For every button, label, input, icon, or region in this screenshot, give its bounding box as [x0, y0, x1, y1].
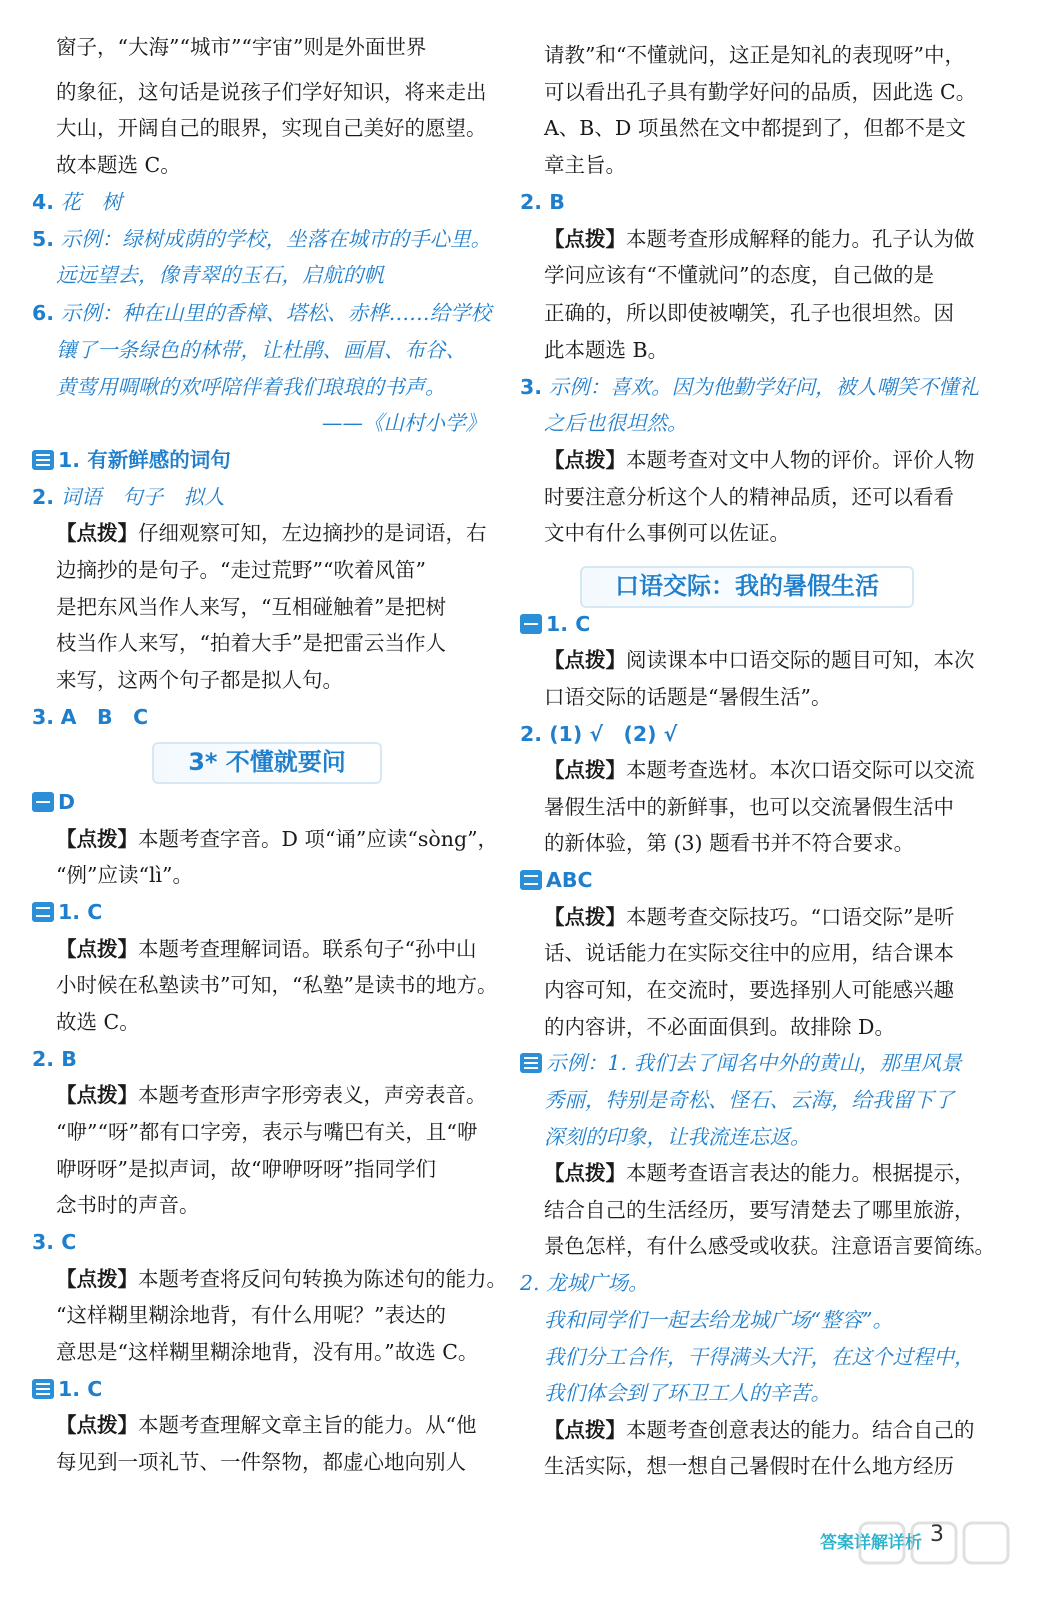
answer-3c: 3. C [32, 1230, 77, 1254]
section-answer: 示例：1. 我们去了闻名中外的黄山，那里风景 [546, 1051, 962, 1075]
page-number: 3 [930, 1522, 944, 1547]
text-line: 窗子，“大海”“城市”“宇宙”则是外面世界 [56, 35, 427, 59]
text-line: 来写，这两个句子都是拟人句。 [56, 668, 343, 692]
text-line: 暑假生活中的新鲜事，也可以交流暑假生活中 [544, 795, 954, 819]
text-line: 正确的，所以即使被嘲笑，孔子也很坦然。因 [544, 301, 954, 325]
answer-line: 之后也很坦然。 [544, 411, 688, 435]
text-line: 可以看出孔子具有勤学好问的品质，因此选 C。 [544, 80, 977, 104]
answer-line: 黄莺用啁啾的欢呼陪伴着我们琅琅的书声。 [56, 375, 446, 399]
dianbo-tag: 【点拨】 [544, 448, 626, 472]
answer-line: 镶了一条绿色的林带，让杜鹃、画眉、布谷、 [56, 338, 466, 362]
answer-3 [520, 370, 979, 404]
explanation [520, 900, 954, 934]
answer-text: A B C [60, 705, 149, 729]
section-answer: D [58, 790, 76, 814]
text-line: 的象征，这句话是说孩子们学好知识，将来走出 [56, 80, 487, 104]
dianbo-tag: 【点拨】 [56, 827, 138, 851]
answer-text: 花 树 [60, 190, 123, 214]
section-three-icon [32, 1379, 54, 1399]
explanation-text: 本题考查字音。D 项“诵”应读“sòng”， [138, 827, 499, 851]
explanation-text: 本题考查创意表达的能力。结合自己的 [626, 1418, 975, 1442]
lesson-title: 3* 不懂就要问 [152, 742, 382, 784]
explanation [32, 822, 498, 856]
question-number: 5. [32, 227, 55, 251]
section-answer: 1. C [58, 1377, 103, 1401]
answer-line: 我们分工合作，干得满头大汗，在这个过程中， [544, 1345, 975, 1369]
text-line: 大山，开阔自己的眼界，实现自己美好的愿望。 [56, 116, 487, 140]
section-answer: 1. 有新鲜感的词句 [58, 448, 231, 472]
question-number: 3. [520, 375, 543, 399]
answer-text: 示例：种在山里的香樟、塔松、赤桦……给学校 [60, 301, 492, 325]
text-line: 故本题选 C。 [56, 153, 181, 177]
text-line: “咿”“呀”都有口字旁，表示与嘴巴有关，且“咿 [56, 1120, 478, 1144]
text-line: 枝当作人来写，“拍着大手”是把雷云当作人 [56, 631, 446, 655]
answer-text: 词语 句子 拟人 [60, 485, 225, 509]
text-line: 文中有什么事例可以佐证。 [544, 521, 790, 545]
explanation-text: 本题考查形成解释的能力。孔子认为做 [626, 227, 975, 251]
dianbo-tag: 【点拨】 [544, 758, 626, 782]
dianbo-tag: 【点拨】 [56, 1267, 138, 1291]
text-line: 念书时的声音。 [56, 1193, 200, 1217]
poem-source: ——《山村小学》 [322, 411, 486, 435]
text-line: 请教”和“不懂就问，这正是知礼的表现呀”中， [544, 43, 965, 67]
text-line: 章主旨。 [544, 153, 626, 177]
text-line: 话、说话能力在实际交往中的应用，结合课本 [544, 941, 954, 965]
explanation-text: 本题考查交际技巧。“口语交际”是听 [626, 905, 955, 929]
section-three-icon [32, 450, 54, 470]
explanation-text: 本题考查选材。本次口语交际可以交流 [626, 758, 975, 782]
explanation [32, 1078, 487, 1112]
section-one [32, 785, 75, 819]
explanation [520, 1413, 975, 1447]
explanation-text: 本题考查语言表达的能力。根据提示， [626, 1161, 975, 1185]
explanation [32, 1262, 507, 1296]
answer-text: 示例：绿树成荫的学校，坐落在城市的手心里。 [60, 227, 492, 251]
section-three-icon [520, 1053, 542, 1073]
text-line: “这样糊里糊涂地背，有什么用呢？”表达的 [56, 1303, 446, 1327]
text-line: 学问应该有“不懂就问”的态度，自己做的是 [544, 263, 934, 287]
answer-2b: 2. B [32, 1047, 77, 1071]
answer-2: 2. 龙城广场。 [520, 1271, 649, 1295]
watermark-logo-icon [850, 1505, 1030, 1585]
answer-2 [32, 480, 225, 514]
explanation [520, 443, 975, 477]
section-answer: 1. C [58, 900, 103, 924]
text-line: 口语交际的话题是“暑假生活”。 [544, 685, 832, 709]
text-line: 小时候在私塾读书”可知，“私塾”是读书的地方。 [56, 973, 498, 997]
answer-2: 2. (1) √ (2) √ [520, 722, 678, 746]
section-answer: ABC [546, 868, 593, 892]
text-line: 此本题选 B。 [544, 338, 669, 362]
explanation-text: 本题考查理解文章主旨的能力。从“他 [138, 1413, 477, 1437]
section-one [520, 607, 590, 641]
text-line: “例”应读“lì”。 [56, 863, 194, 887]
section-one-icon [32, 792, 54, 812]
question-number: 3. [32, 705, 55, 729]
dianbo-tag: 【点拨】 [544, 1161, 626, 1185]
answer-4 [32, 185, 122, 219]
explanation [32, 516, 487, 550]
section-three [520, 1046, 962, 1080]
question-number: 6. [32, 301, 55, 325]
answer-text: 示例：喜欢。因为他勤学好问，被人嘲笑不懂礼 [548, 375, 980, 399]
answer-line: 深刻的印象，让我流连忘返。 [544, 1125, 811, 1149]
text-line: 边摘抄的是句子。“走过荒野”“吹着风笛” [56, 558, 426, 582]
explanation [520, 643, 975, 677]
text-line: 结合自己的生活经历，要写清楚去了哪里旅游， [544, 1198, 975, 1222]
explanation-text: 仔细观察可知，左边摘抄的是词语，右 [138, 521, 487, 545]
footer-label: 答案详解详析 [820, 1533, 922, 1553]
section-two [520, 863, 593, 897]
oral-communication-title: 口语交际：我的暑假生活 [580, 566, 914, 608]
text-line: 时要注意分析这个人的精神品质，还可以看看 [544, 485, 954, 509]
dianbo-tag: 【点拨】 [544, 905, 626, 929]
text-line: 生活实际，想一想自己暑假时在什么地方经历 [544, 1454, 954, 1478]
section-answer: 1. C [546, 612, 591, 636]
section-two [32, 895, 102, 929]
dianbo-tag: 【点拨】 [56, 521, 138, 545]
dianbo-tag: 【点拨】 [544, 227, 626, 251]
explanation [32, 932, 476, 966]
answer-6 [32, 296, 491, 330]
answer-line: 我和同学们一起去给龙城广场“整容”。 [544, 1308, 893, 1332]
text-line: 的新体验，第 (3) 题看书并不符合要求。 [544, 831, 915, 855]
explanation [520, 753, 975, 787]
dianbo-tag: 【点拨】 [56, 1083, 138, 1107]
explanation-text: 本题考查对文中人物的评价。评价人物 [626, 448, 975, 472]
text-line: 每见到一项礼节、一件祭物，都虚心地向别人 [56, 1450, 466, 1474]
explanation [520, 1156, 975, 1190]
text-line: A、B、D 项虽然在文中都提到了，但都不是文 [544, 116, 966, 140]
text-line: 故选 C。 [56, 1010, 140, 1034]
text-line: 景色怎样，有什么感受或收获。注意语言要简练。 [544, 1234, 995, 1258]
text-line: 意思是“这样糊里糊涂地背，没有用。”故选 C。 [56, 1340, 479, 1364]
answer-3 [32, 700, 148, 734]
section-two-icon [520, 870, 542, 890]
dianbo-tag: 【点拨】 [56, 937, 138, 961]
dianbo-tag: 【点拨】 [544, 648, 626, 672]
question-number: 4. [32, 190, 55, 214]
section-three [32, 1372, 102, 1406]
text-line: 内容可知，在交流时，要选择别人可能感兴趣 [544, 978, 954, 1002]
text-line: 的内容讲，不必面面俱到。故排除 D。 [544, 1015, 895, 1039]
answer-line: 远远望去，像青翠的玉石，启航的帆 [56, 263, 384, 287]
text-line: 是把东风当作人来写，“互相碰触着”是把树 [56, 595, 446, 619]
explanation-text: 本题考查形声字形旁表义，声旁表音。 [138, 1083, 487, 1107]
answer-line: 秀丽，特别是奇松、怪石、云海，给我留下了 [544, 1088, 954, 1112]
section-three-q1 [32, 443, 231, 477]
explanation-text: 本题考查将反问句转换为陈述句的能力。 [138, 1267, 507, 1291]
answer-5 [32, 222, 491, 256]
question-number: 2. [32, 485, 55, 509]
section-two-icon [32, 902, 54, 922]
explanation [520, 222, 975, 256]
dianbo-tag: 【点拨】 [56, 1413, 138, 1437]
text-line: 咿呀呀”是拟声词，故“咿咿呀呀”指同学们 [56, 1157, 436, 1181]
explanation-text: 阅读课本中口语交际的题目可知，本次 [626, 648, 975, 672]
answer-2: 2. B [520, 190, 565, 214]
dianbo-tag: 【点拨】 [544, 1418, 626, 1442]
explanation [32, 1408, 476, 1442]
explanation-text: 本题考查理解词语。联系句子“孙中山 [138, 937, 477, 961]
answer-line: 我们体会到了环卫工人的辛苦。 [544, 1381, 831, 1405]
section-one-icon [520, 614, 542, 634]
